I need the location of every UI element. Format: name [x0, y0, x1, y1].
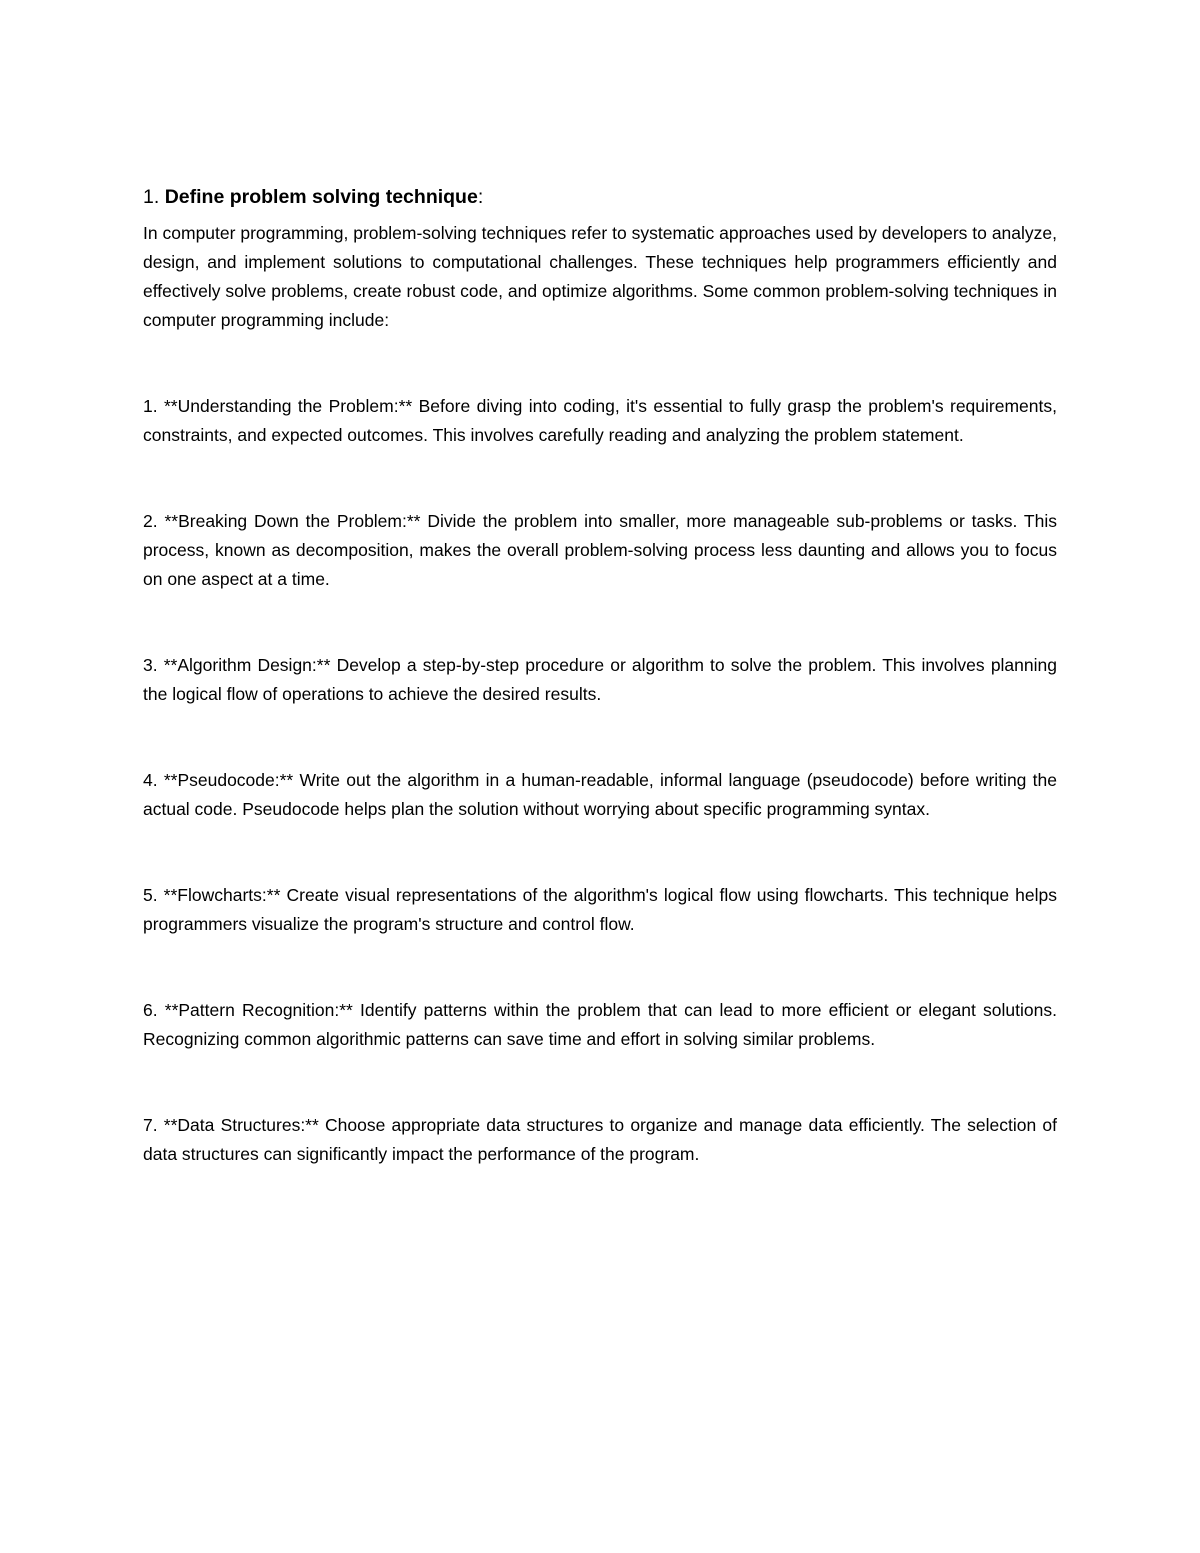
technique-text: Identify patterns within the problem that can lead to more efficient or elegant solutions. Recognizing common algorithmic patterns can save time and effort in solving similar problems.	[143, 1000, 1057, 1049]
technique-prefix: 4. **Pseudocode:**	[143, 770, 294, 790]
heading-suffix: :	[477, 186, 484, 208]
document-body	[143, 183, 1057, 1169]
section-heading	[143, 183, 1057, 212]
technique-text: Write out the algorithm in a human-readable, informal language (pseudocode) before writing the actual code. Pseudocode helps plan the solution without worrying about specific programming syntax.	[143, 770, 1057, 819]
technique-item-7	[143, 1111, 1057, 1169]
technique-prefix: 5. **Flowcharts:**	[143, 885, 281, 905]
technique-prefix: 1. **Understanding the Problem:**	[143, 396, 413, 416]
technique-text: Divide the problem into smaller, more manageable sub-problems or tasks. This process, known as decomposition, makes the overall problem-solving process less daunting and allows you to focus on one aspect at a time.	[143, 511, 1057, 589]
technique-item-4	[143, 766, 1057, 824]
technique-text: Develop a step-by-step procedure or algorithm to solve the problem. This involves planning the logical flow of operations to achieve the desired results.	[143, 655, 1057, 704]
technique-prefix: 2. **Breaking Down the Problem:**	[143, 511, 421, 531]
technique-item-6	[143, 996, 1057, 1054]
technique-text: Choose appropriate data structures to organize and manage data efficiently. The selection of data structures can significantly impact the performance of the program.	[143, 1115, 1057, 1164]
technique-prefix: 6. **Pattern Recognition:**	[143, 1000, 353, 1020]
technique-prefix: 3. **Algorithm Design:**	[143, 655, 331, 675]
technique-item-3	[143, 651, 1057, 709]
intro-paragraph: In computer programming, problem-solving techniques refer to systematic approaches used by developers to analyze, design, and implement solutions to computational challenges. These techniques help programmers efficiently and effectively solve problems, create robust code, and optimize algorithms. Some common problem-solving techniques in computer programming include:	[143, 223, 1057, 330]
technique-item-2	[143, 507, 1057, 594]
technique-text: Before diving into coding, it's essential to fully grasp the problem's requirements, constraints, and expected outcomes. This involves carefully reading and analyzing the problem statement.	[143, 396, 1057, 445]
technique-item-1	[143, 392, 1057, 450]
heading-title: Define problem solving technique	[164, 186, 478, 208]
technique-text: Create visual representations of the algorithm's logical flow using flowcharts. This technique helps programmers visualize the program's structure and control flow.	[143, 885, 1057, 934]
technique-list	[143, 392, 1057, 1169]
technique-prefix: 7. **Data Structures:**	[143, 1115, 319, 1135]
heading-number: 1.	[143, 186, 160, 208]
technique-item-5	[143, 881, 1057, 939]
